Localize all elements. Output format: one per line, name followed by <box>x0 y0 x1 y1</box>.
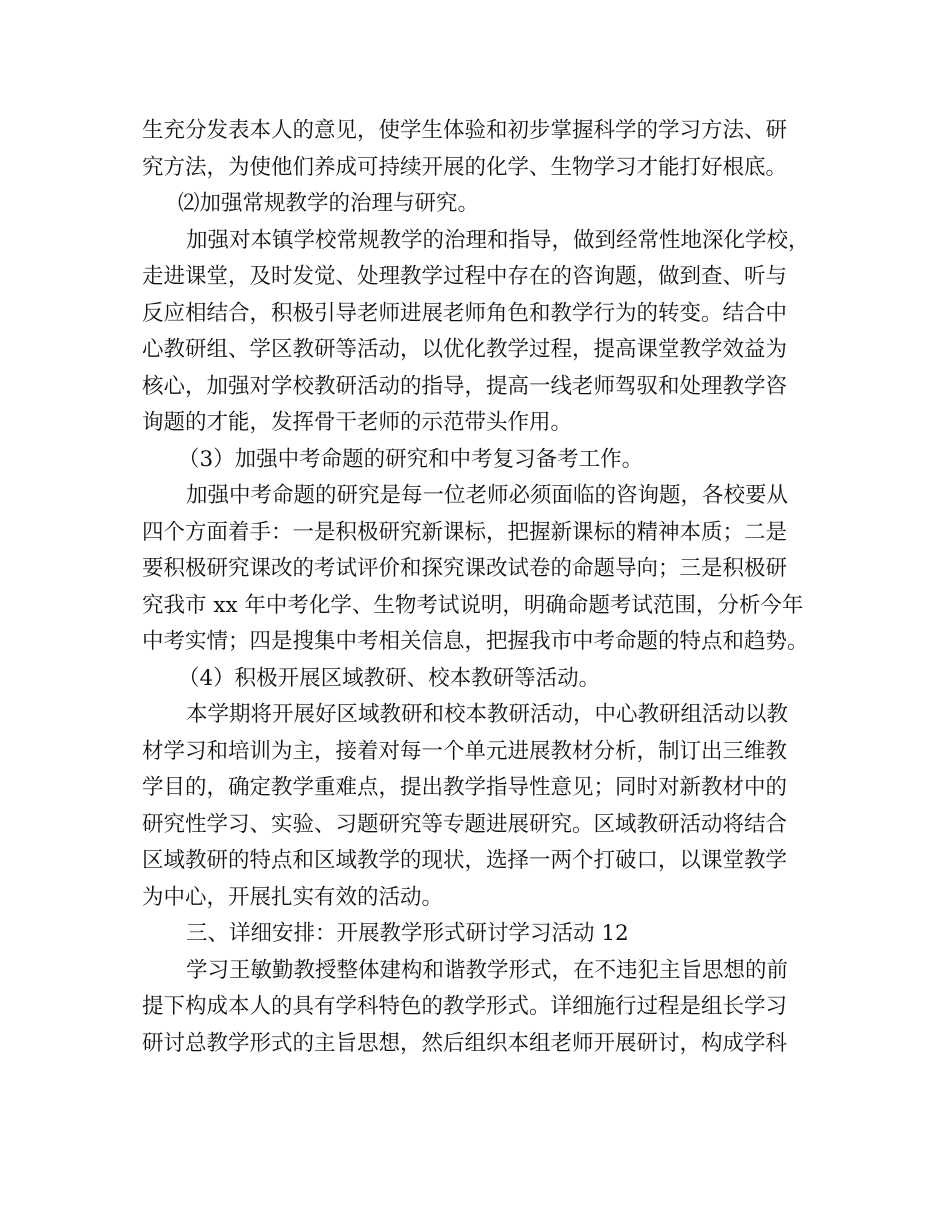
document-body <box>142 113 822 1062</box>
text-line: 提下构成本人的具有学科特色的教学形式。详细施行过程是组长学习 <box>142 994 788 1019</box>
text-line: 研究性学习、实验、习题研究等专题进展研究。区域教研活动将结合 <box>142 811 788 837</box>
text-line: 研讨总教学形式的主旨思想，然后组织本组老师开展研讨，构成学科 <box>142 1030 788 1056</box>
text-line: 生充分发表本人的意见，使学生体验和初步掌握科学的学习方法、研 <box>142 118 788 143</box>
paragraph-first-line: 学习王敏勤教授整体建构和谐教学形式，在不违犯主旨思想的前 <box>186 957 789 983</box>
text-line: 走进课堂，及时发觉、处理教学过程中存在的咨询题，做到查、听与 <box>142 264 788 289</box>
paragraph-first-line: 本学期将开展好区域教研和校本教研活动，中心教研组活动以教 <box>186 702 789 727</box>
section-heading: （3）加强中考命题的研究和中考复习备考工作。 <box>178 446 644 472</box>
text-line: 核心，加强对学校教研活动的指导，提高一线老师驾驭和处理教学咨 <box>142 373 788 399</box>
text-line: 为中心，开展扎实有效的活动。 <box>142 884 444 910</box>
text-line: 四个方面着手：一是积极研究新课标，把握新课标的精神本质；二是 <box>142 519 788 545</box>
text-line: 心教研组、学区教研等活动，以优化教学过程，提高课堂教学效益为 <box>142 337 788 362</box>
paragraph-first-line: 加强对本镇学校常规教学的治理和指导，做到经常性地深化学校， <box>186 227 810 253</box>
section-heading: ⑵加强常规教学的治理与研究。 <box>178 191 480 216</box>
text-line: 询题的才能，发挥骨干老师的示范带头作用。 <box>142 410 573 435</box>
section-heading: （4）积极开展区域教研、校本教研等活动。 <box>178 665 601 691</box>
text-line: 反应相结合，积极引导老师进展老师角色和教学行为的转变。结合中 <box>142 300 788 326</box>
text-line: 究我市 xx 年中考化学、生物考试说明，明确命题考试范围，分析今年 <box>142 592 804 618</box>
text-line: 材学习和培训为主，接着对每一个单元进展教材分析，制订出三维教 <box>142 738 788 764</box>
text-line: 区域教研的特点和区域教学的现状，选择一两个打破口，以课堂教学 <box>142 848 788 873</box>
text-line: 要积极研究课改的考试评价和探究课改试卷的命题导向；三是积极研 <box>142 556 788 581</box>
section-heading: 三、详细安排：开展教学形式研讨学习活动 12 <box>186 921 629 946</box>
text-line: 学目的，确定教学重难点，提出教学指导性意见；同时对新教材中的 <box>142 775 788 800</box>
paragraph-first-line: 加强中考命题的研究是每一位老师必须面临的咨询题，各校要从 <box>186 483 789 508</box>
text-line: 中考实情；四是搜集中考相关信息，把握我市中考命题的特点和趋势。 <box>142 629 809 654</box>
text-line: 究方法，为使他们养成可持续开展的化学、生物学习才能打好根底。 <box>142 154 788 180</box>
